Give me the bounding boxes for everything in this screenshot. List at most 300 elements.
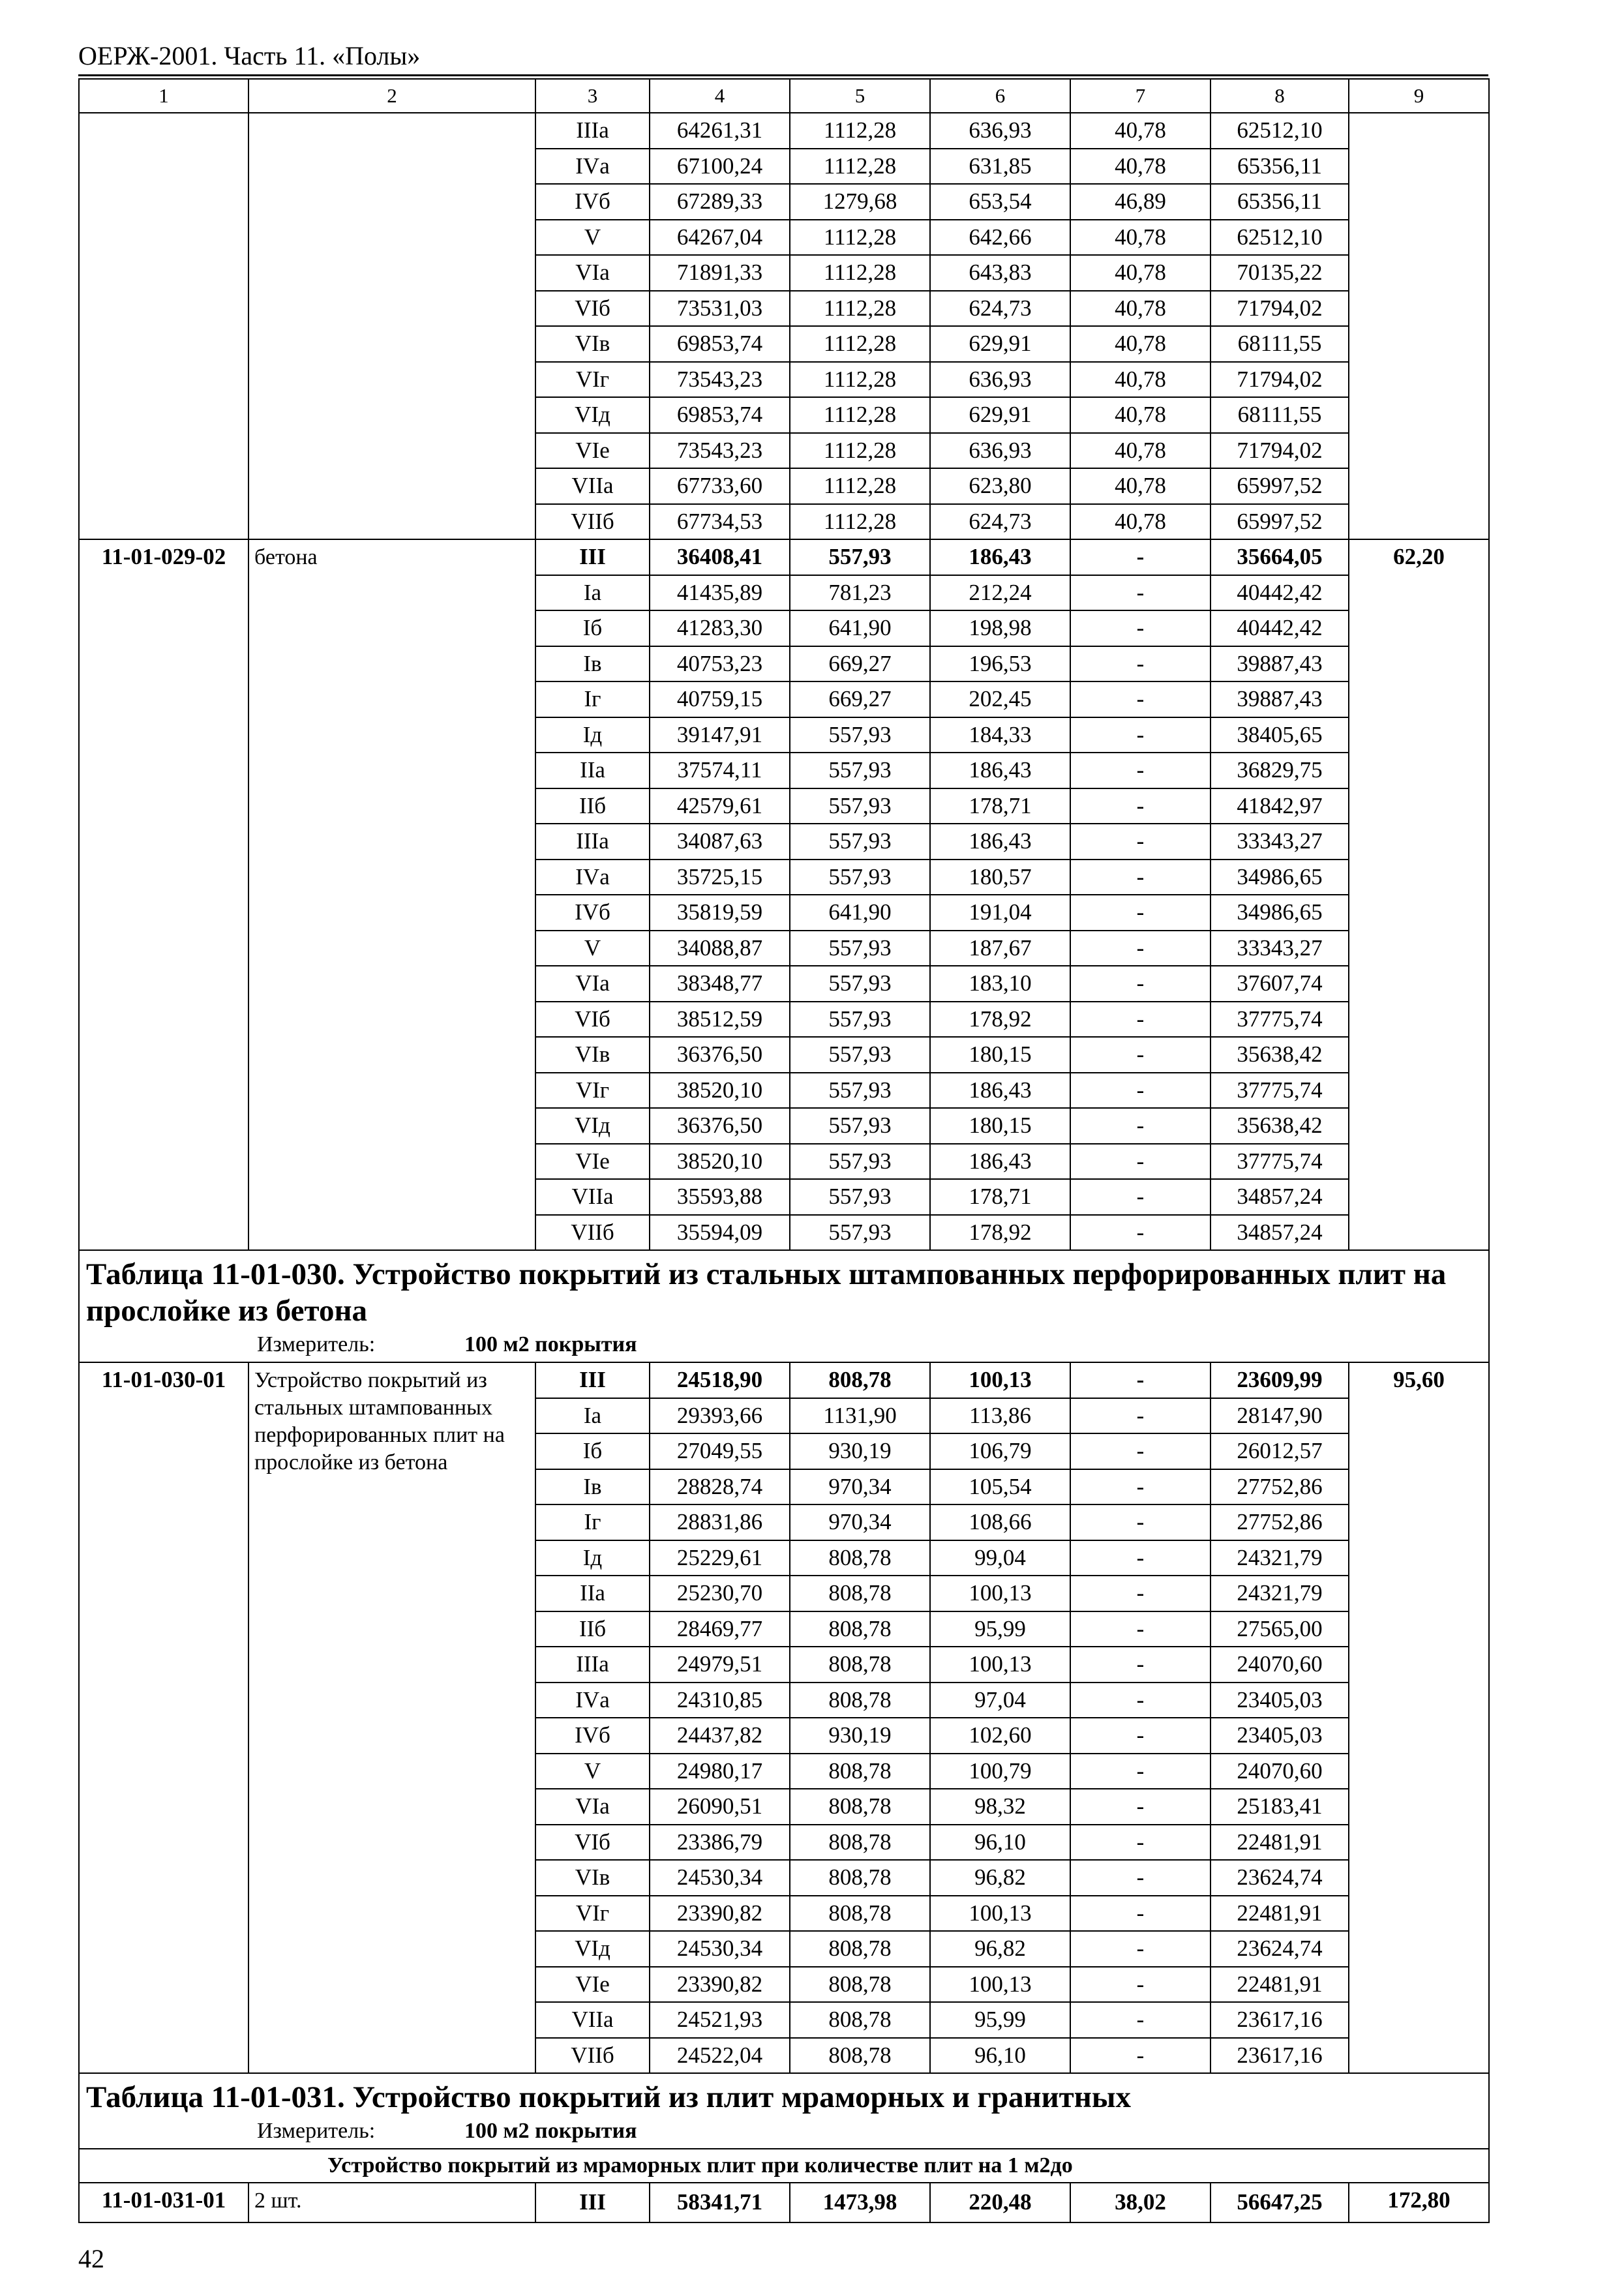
machinist-wages: -	[1070, 1754, 1210, 1789]
region-zone: IIIа	[535, 1647, 650, 1683]
direct-cost: 67733,60	[650, 468, 790, 504]
materials-cost: 34857,24	[1210, 1215, 1349, 1251]
direct-cost: 71891,33	[650, 255, 790, 291]
machinist-wages: 40,78	[1070, 326, 1210, 362]
wages: 970,34	[790, 1504, 930, 1540]
machine-cost: 95,99	[930, 2002, 1070, 2038]
wages: 1112,28	[790, 326, 930, 362]
machinist-wages: 40,78	[1070, 113, 1210, 149]
wages: 808,78	[790, 1931, 930, 1967]
machine-cost: 178,92	[930, 1215, 1070, 1251]
meter-line	[86, 1330, 1482, 1359]
machinist-wages: -	[1070, 1037, 1210, 1073]
wages: 1112,28	[790, 291, 930, 327]
direct-cost: 25229,61	[650, 1540, 790, 1576]
region-zone: III	[535, 539, 650, 575]
machine-cost: 100,13	[930, 1362, 1070, 1398]
wages: 808,78	[790, 1611, 930, 1647]
wages: 808,78	[790, 1967, 930, 2003]
region-zone: IIIа	[535, 824, 650, 860]
materials-cost: 33343,27	[1210, 931, 1349, 966]
column-number-row	[79, 79, 1489, 113]
subheading-row	[79, 2149, 1489, 2183]
column-number: 5	[790, 79, 930, 113]
header-rule	[78, 74, 1488, 76]
wages: 970,34	[790, 1469, 930, 1505]
machinist-wages: -	[1070, 1967, 1210, 2003]
machine-cost: 643,83	[930, 255, 1070, 291]
direct-cost: 38348,77	[650, 966, 790, 1002]
column-number: 7	[1070, 79, 1210, 113]
rates-table-body	[79, 79, 1489, 2222]
materials-cost: 34986,65	[1210, 895, 1349, 931]
wages: 557,93	[790, 1144, 930, 1180]
region-zone: VIа	[535, 255, 650, 291]
materials-cost: 35638,42	[1210, 1108, 1349, 1144]
machinist-wages: -	[1070, 1433, 1210, 1469]
machinist-wages: 40,78	[1070, 220, 1210, 256]
machinist-wages: -	[1070, 1576, 1210, 1611]
machine-cost: 629,91	[930, 326, 1070, 362]
machine-cost: 96,82	[930, 1860, 1070, 1896]
materials-cost: 70135,22	[1210, 255, 1349, 291]
region-zone: IVб	[535, 895, 650, 931]
materials-cost: 40442,42	[1210, 610, 1349, 646]
region-zone: Iв	[535, 1469, 650, 1505]
region-zone: VIд	[535, 397, 650, 433]
region-zone: VIIа	[535, 1179, 650, 1215]
wages: 1131,90	[790, 1398, 930, 1434]
machinist-wages: -	[1070, 1825, 1210, 1861]
machinist-wages: 40,78	[1070, 433, 1210, 469]
machinist-wages: -	[1070, 2038, 1210, 2074]
machinist-wages: -	[1070, 931, 1210, 966]
materials-cost: 71794,02	[1210, 362, 1349, 398]
meter-value: 100 м2 покрытия	[464, 2119, 637, 2143]
machine-cost: 202,45	[930, 681, 1070, 717]
machine-cost: 98,32	[930, 1789, 1070, 1825]
direct-cost: 27049,55	[650, 1433, 790, 1469]
region-zone: VIа	[535, 1789, 650, 1825]
machinist-wages: -	[1070, 788, 1210, 824]
materials-cost: 38405,65	[1210, 717, 1349, 753]
machine-cost: 642,66	[930, 220, 1070, 256]
column-number: 8	[1210, 79, 1349, 113]
machine-cost: 183,10	[930, 966, 1070, 1002]
wages: 1473,98	[790, 2183, 930, 2222]
direct-cost: 38520,10	[650, 1073, 790, 1109]
direct-cost: 35725,15	[650, 860, 790, 895]
region-zone: VIIб	[535, 1215, 650, 1251]
wages: 557,93	[790, 1073, 930, 1109]
materials-cost: 40442,42	[1210, 575, 1349, 611]
machine-cost: 96,82	[930, 1931, 1070, 1967]
machine-cost: 636,93	[930, 362, 1070, 398]
wages: 557,93	[790, 539, 930, 575]
machinist-wages: -	[1070, 717, 1210, 753]
machine-cost: 100,79	[930, 1754, 1070, 1789]
meter-line	[86, 2117, 1482, 2146]
direct-cost: 39147,91	[650, 717, 790, 753]
machinist-wages: 40,78	[1070, 362, 1210, 398]
machinist-wages: -	[1070, 1540, 1210, 1576]
column-number: 2	[248, 79, 535, 113]
region-zone: VIд	[535, 1108, 650, 1144]
wages: 1112,28	[790, 149, 930, 185]
machinist-wages: -	[1070, 1504, 1210, 1540]
region-zone: Iд	[535, 717, 650, 753]
machine-cost: 631,85	[930, 149, 1070, 185]
machine-cost: 102,60	[930, 1718, 1070, 1754]
region-zone: VIIа	[535, 2002, 650, 2038]
column-number: 9	[1349, 79, 1489, 113]
wages: 1112,28	[790, 220, 930, 256]
wages: 557,93	[790, 1108, 930, 1144]
machinist-wages: 38,02	[1070, 2183, 1210, 2222]
region-zone: VIе	[535, 1967, 650, 2003]
region-zone: VIе	[535, 433, 650, 469]
materials-cost: 37775,74	[1210, 1073, 1349, 1109]
region-zone: VIб	[535, 291, 650, 327]
wages: 1112,28	[790, 433, 930, 469]
machinist-wages: -	[1070, 1179, 1210, 1215]
machinist-wages: -	[1070, 1469, 1210, 1505]
machinist-wages: 46,89	[1070, 184, 1210, 220]
direct-cost: 24310,85	[650, 1683, 790, 1718]
table-row	[79, 113, 1489, 149]
materials-cost: 23405,03	[1210, 1683, 1349, 1718]
materials-cost: 35664,05	[1210, 539, 1349, 575]
region-zone: IVа	[535, 1683, 650, 1718]
wages: 808,78	[790, 2038, 930, 2074]
machine-cost: 184,33	[930, 717, 1070, 753]
materials-cost: 65356,11	[1210, 184, 1349, 220]
column-number: 6	[930, 79, 1070, 113]
materials-cost: 36829,75	[1210, 753, 1349, 788]
machinist-wages: -	[1070, 895, 1210, 931]
table-title	[79, 1250, 1489, 1362]
direct-cost: 38520,10	[650, 1144, 790, 1180]
materials-cost: 37607,74	[1210, 966, 1349, 1002]
direct-cost: 23390,82	[650, 1896, 790, 1932]
materials-cost: 27752,86	[1210, 1469, 1349, 1505]
machine-cost: 186,43	[930, 824, 1070, 860]
direct-cost: 67734,53	[650, 504, 790, 540]
region-zone: Iб	[535, 610, 650, 646]
materials-cost: 23617,16	[1210, 2038, 1349, 2074]
machine-cost: 178,71	[930, 788, 1070, 824]
direct-cost: 73543,23	[650, 433, 790, 469]
wages: 641,90	[790, 895, 930, 931]
machine-cost: 180,15	[930, 1108, 1070, 1144]
direct-cost: 24530,34	[650, 1860, 790, 1896]
machine-cost: 187,67	[930, 931, 1070, 966]
region-zone: Iд	[535, 1540, 650, 1576]
materials-cost: 68111,55	[1210, 326, 1349, 362]
meter-label: Измеритель:	[257, 2119, 376, 2143]
wages: 557,93	[790, 1037, 930, 1073]
region-zone: VIв	[535, 326, 650, 362]
region-zone: VIIб	[535, 504, 650, 540]
machinist-wages: -	[1070, 1073, 1210, 1109]
machinist-wages: -	[1070, 1789, 1210, 1825]
region-zone: Iа	[535, 1398, 650, 1434]
machine-cost: 113,86	[930, 1398, 1070, 1434]
direct-cost: 67289,33	[650, 184, 790, 220]
wages: 1112,28	[790, 255, 930, 291]
direct-cost: 26090,51	[650, 1789, 790, 1825]
rate-code	[79, 113, 248, 539]
machinist-wages: -	[1070, 539, 1210, 575]
machine-cost: 100,13	[930, 1647, 1070, 1683]
materials-cost: 23405,03	[1210, 1718, 1349, 1754]
wages: 557,93	[790, 931, 930, 966]
column-number: 4	[650, 79, 790, 113]
wages: 808,78	[790, 2002, 930, 2038]
wages: 557,93	[790, 1002, 930, 1038]
materials-cost: 27752,86	[1210, 1504, 1349, 1540]
materials-cost: 62512,10	[1210, 113, 1349, 149]
machinist-wages: -	[1070, 1398, 1210, 1434]
page-number: 42	[78, 2244, 104, 2273]
machinist-wages: -	[1070, 1647, 1210, 1683]
wages: 781,23	[790, 575, 930, 611]
wages: 930,19	[790, 1433, 930, 1469]
machinist-wages: -	[1070, 1144, 1210, 1180]
materials-cost: 65997,52	[1210, 504, 1349, 540]
materials-cost: 68111,55	[1210, 397, 1349, 433]
machine-cost: 623,80	[930, 468, 1070, 504]
direct-cost: 69853,74	[650, 397, 790, 433]
machinist-wages: -	[1070, 753, 1210, 788]
machinist-wages: -	[1070, 1860, 1210, 1896]
machine-cost: 196,53	[930, 646, 1070, 682]
machine-cost: 212,24	[930, 575, 1070, 611]
direct-cost: 35593,88	[650, 1179, 790, 1215]
machine-cost: 96,10	[930, 2038, 1070, 2074]
rate-name: бетона	[248, 539, 535, 1250]
region-zone: V	[535, 220, 650, 256]
wages: 808,78	[790, 1789, 930, 1825]
rate-name: 2 шт.	[248, 2183, 535, 2222]
wages: 557,93	[790, 860, 930, 895]
direct-cost: 25230,70	[650, 1576, 790, 1611]
machine-cost: 180,15	[930, 1037, 1070, 1073]
region-zone: VIб	[535, 1825, 650, 1861]
column-number: 3	[535, 79, 650, 113]
machine-cost: 108,66	[930, 1504, 1070, 1540]
region-zone: VIг	[535, 1896, 650, 1932]
wages: 557,93	[790, 1179, 930, 1215]
direct-cost: 64267,04	[650, 220, 790, 256]
direct-cost: 24980,17	[650, 1754, 790, 1789]
machinist-wages: -	[1070, 610, 1210, 646]
materials-cost: 34986,65	[1210, 860, 1349, 895]
direct-cost: 35819,59	[650, 895, 790, 931]
direct-cost: 28469,77	[650, 1611, 790, 1647]
table-title-text: Таблица 11-01-031. Устройство покрытий из плит мраморных и гранитных	[86, 2080, 1132, 2114]
machinist-wages: -	[1070, 681, 1210, 717]
rate-name	[248, 113, 535, 539]
machine-cost: 186,43	[930, 1144, 1070, 1180]
materials-cost: 23609,99	[1210, 1362, 1349, 1398]
direct-cost: 24518,90	[650, 1362, 790, 1398]
direct-cost: 36376,50	[650, 1037, 790, 1073]
column-number: 1	[79, 79, 248, 113]
region-zone: VIе	[535, 1144, 650, 1180]
labor-cost	[1349, 113, 1489, 539]
machinist-wages: 40,78	[1070, 255, 1210, 291]
machinist-wages: 40,78	[1070, 468, 1210, 504]
region-zone: VIб	[535, 1002, 650, 1038]
wages: 557,93	[790, 824, 930, 860]
direct-cost: 38512,59	[650, 1002, 790, 1038]
direct-cost: 40759,15	[650, 681, 790, 717]
subheading: Устройство покрытий из мраморных плит при количестве плит на 1 м2до	[79, 2149, 1489, 2183]
materials-cost: 65997,52	[1210, 468, 1349, 504]
table-row	[79, 1362, 1489, 1398]
materials-cost: 22481,91	[1210, 1896, 1349, 1932]
machine-cost: 653,54	[930, 184, 1070, 220]
labor-cost: 172,80	[1349, 2183, 1489, 2222]
wages: 557,93	[790, 788, 930, 824]
materials-cost: 23617,16	[1210, 2002, 1349, 2038]
region-zone: V	[535, 931, 650, 966]
region-zone: IVб	[535, 1718, 650, 1754]
region-zone: Iа	[535, 575, 650, 611]
region-zone: VIг	[535, 362, 650, 398]
wages: 808,78	[790, 1647, 930, 1683]
direct-cost: 41283,30	[650, 610, 790, 646]
direct-cost: 28828,74	[650, 1469, 790, 1505]
machinist-wages: -	[1070, 575, 1210, 611]
region-zone: Iг	[535, 681, 650, 717]
region-zone: V	[535, 1754, 650, 1789]
direct-cost: 34087,63	[650, 824, 790, 860]
materials-cost: 65356,11	[1210, 149, 1349, 185]
materials-cost: 34857,24	[1210, 1179, 1349, 1215]
meter-value: 100 м2 покрытия	[464, 1332, 637, 1356]
direct-cost: 29393,66	[650, 1398, 790, 1434]
machine-cost: 629,91	[930, 397, 1070, 433]
direct-cost: 40753,23	[650, 646, 790, 682]
direct-cost: 36376,50	[650, 1108, 790, 1144]
machine-cost: 178,71	[930, 1179, 1070, 1215]
direct-cost: 64261,31	[650, 113, 790, 149]
rate-code: 11-01-029-02	[79, 539, 248, 1250]
direct-cost: 37574,11	[650, 753, 790, 788]
wages: 557,93	[790, 717, 930, 753]
table-row	[79, 539, 1489, 575]
wages: 808,78	[790, 1576, 930, 1611]
region-zone: IIIа	[535, 113, 650, 149]
wages: 808,78	[790, 1825, 930, 1861]
region-zone: IIб	[535, 1611, 650, 1647]
machinist-wages: -	[1070, 646, 1210, 682]
machine-cost: 100,13	[930, 1896, 1070, 1932]
table-title-row	[79, 1250, 1489, 1362]
machinist-wages: -	[1070, 1002, 1210, 1038]
materials-cost: 25183,41	[1210, 1789, 1349, 1825]
wages: 808,78	[790, 1896, 930, 1932]
wages: 808,78	[790, 1683, 930, 1718]
materials-cost: 24070,60	[1210, 1647, 1349, 1683]
direct-cost: 24521,93	[650, 2002, 790, 2038]
direct-cost: 67100,24	[650, 149, 790, 185]
materials-cost: 23624,74	[1210, 1860, 1349, 1896]
machine-cost: 100,13	[930, 1576, 1070, 1611]
materials-cost: 24070,60	[1210, 1754, 1349, 1789]
materials-cost: 39887,43	[1210, 681, 1349, 717]
table-row	[79, 2183, 1489, 2222]
wages: 1112,28	[790, 397, 930, 433]
direct-cost: 23390,82	[650, 1967, 790, 2003]
machine-cost: 186,43	[930, 1073, 1070, 1109]
direct-cost: 42579,61	[650, 788, 790, 824]
machinist-wages: -	[1070, 2002, 1210, 2038]
region-zone: VIд	[535, 1931, 650, 1967]
machine-cost: 106,79	[930, 1433, 1070, 1469]
materials-cost: 27565,00	[1210, 1611, 1349, 1647]
region-zone: IVа	[535, 149, 650, 185]
region-zone: III	[535, 2183, 650, 2222]
materials-cost: 37775,74	[1210, 1002, 1349, 1038]
machinist-wages: -	[1070, 1683, 1210, 1718]
machine-cost: 97,04	[930, 1683, 1070, 1718]
wages: 808,78	[790, 1860, 930, 1896]
materials-cost: 23624,74	[1210, 1931, 1349, 1967]
wages: 930,19	[790, 1718, 930, 1754]
machinist-wages: 40,78	[1070, 397, 1210, 433]
materials-cost: 71794,02	[1210, 291, 1349, 327]
wages: 1112,28	[790, 504, 930, 540]
rates-table	[78, 78, 1490, 2223]
machine-cost: 624,73	[930, 504, 1070, 540]
direct-cost: 69853,74	[650, 326, 790, 362]
region-zone: VIIа	[535, 468, 650, 504]
machinist-wages: -	[1070, 1215, 1210, 1251]
machine-cost: 636,93	[930, 113, 1070, 149]
materials-cost: 37775,74	[1210, 1144, 1349, 1180]
wages: 557,93	[790, 753, 930, 788]
wages: 669,27	[790, 681, 930, 717]
machine-cost: 178,92	[930, 1002, 1070, 1038]
labor-cost: 95,60	[1349, 1362, 1489, 2073]
machine-cost: 186,43	[930, 539, 1070, 575]
machine-cost: 96,10	[930, 1825, 1070, 1861]
machinist-wages: -	[1070, 1611, 1210, 1647]
machine-cost: 105,54	[930, 1469, 1070, 1505]
machine-cost: 99,04	[930, 1540, 1070, 1576]
materials-cost: 41842,97	[1210, 788, 1349, 824]
materials-cost: 62512,10	[1210, 220, 1349, 256]
wages: 557,93	[790, 966, 930, 1002]
direct-cost: 34088,87	[650, 931, 790, 966]
direct-cost: 36408,41	[650, 539, 790, 575]
region-zone: IVа	[535, 860, 650, 895]
table-title-text: Таблица 11-01-030. Устройство покрытий из стальных штампованных перфорированных плит на прослойке из бетона	[86, 1257, 1447, 1328]
region-zone: IIа	[535, 753, 650, 788]
region-zone: VIв	[535, 1860, 650, 1896]
materials-cost: 26012,57	[1210, 1433, 1349, 1469]
table-title-row	[79, 2073, 1489, 2149]
machinist-wages: 40,78	[1070, 291, 1210, 327]
direct-cost: 28831,86	[650, 1504, 790, 1540]
rate-code: 11-01-031-01	[79, 2183, 248, 2222]
region-zone: IIа	[535, 1576, 650, 1611]
direct-cost: 35594,09	[650, 1215, 790, 1251]
materials-cost: 24321,79	[1210, 1540, 1349, 1576]
